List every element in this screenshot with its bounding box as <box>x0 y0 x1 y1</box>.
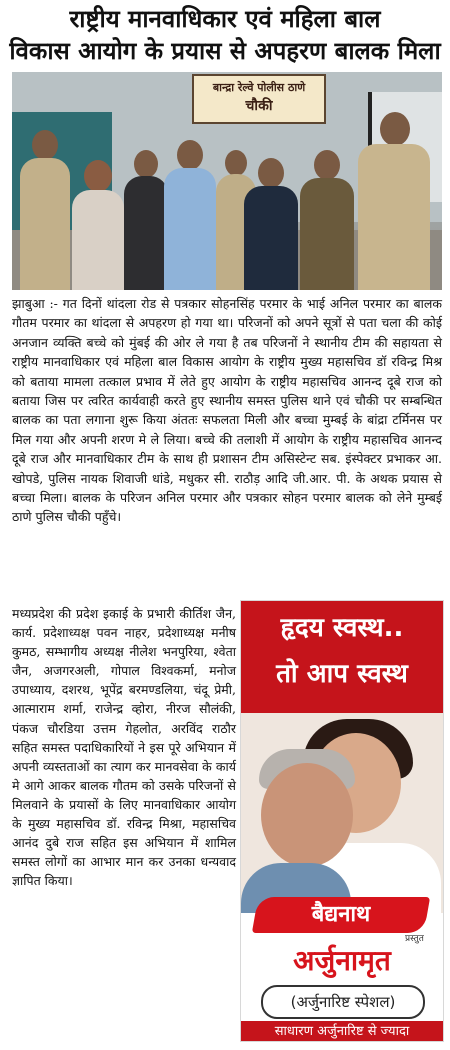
person-man-3 <box>164 140 216 290</box>
headline <box>0 0 450 72</box>
advertisement <box>240 600 444 1042</box>
ad-tagline-2: तो आप स्वस्थ <box>276 659 408 689</box>
sign-line-2: चौकी <box>245 98 273 114</box>
product-subtitle: (अर्जुनारिष्ट स्पेशल) <box>261 985 425 1019</box>
article-paragraph-1: झाबुआ :- गत दिनों थांदला रोड से पत्रकार सोहनसिंह परमार के भाई अनिल परमार का बालक गौतम परमार का थांदला से अपहरण हो गया था। परिजनों को अपने सूत्रों से पता चला की कोई अनजान व्यक्ति बच्चे को मुंबई की ओर ले गया है तब परिजनों ने स्थानीय टीम की सहायता से राष्ट्रीय मानवाधिकार एवं महिला बाल विकास आयोग के राष्ट्रीय मुख्य महासचिव डॉ रविन्द्र मिश्र को बताया मामला तत्काल प्रभाव में लेते हुए आयोग के राष्ट्रीय महासचिव आनन्द दूबे राज को बताया जिस पर त्वरित कार्यवाही करते हुए स्थानीय समस्त पुलिस थाने एवं चौकी पर सम्बन्धित बालक का पता लगाना शुरू किया अंततः सफलता मिली और बच्चा मुम्बई के बांद्रा टर्मिनस पर मिल गया और अपनी शरण मे ले लिया। बच्चे की तलाशी में आयोग के राष्ट्रीय महासचिव आनन्द दूबे राज और मानवाधिकार टीम के साथ ही प्रशासन टीम असिस्टेन्ट सब. इंस्पेक्टर प्रभाकर आ. खोपडे, पुलिस नायक शिवाजी धांडे, मधुकर सी. राठौड़ आदि जी.आर. पी. के अथक प्रयास से बच्चा मिला। बालक के परिजन अनिल परमार और पत्रकार सोहन परमार बालक को लेने मुम्बई ठाणे पुलिस चौकी पहुँचे। <box>12 296 442 525</box>
ad-tagline-1: हृदय स्वस्थ.. <box>280 613 404 643</box>
news-photo <box>12 72 442 290</box>
product-name: अर्जुनामृत <box>293 944 391 977</box>
person-officer-3 <box>358 112 430 290</box>
article-column-left <box>12 604 236 890</box>
person-man-5 <box>300 150 354 290</box>
ad-header <box>241 601 443 713</box>
person-man-4 <box>244 158 298 290</box>
ad-bottom-strip: साधारण अर्जुनारिष्ट से ज्यादा <box>241 1021 443 1042</box>
headline-line-1: राष्ट्रीय मानवाधिकार एवं महिला बाल <box>69 5 381 33</box>
headline-line-2: विकास आयोग के प्रयास से अपहरण बालक मिला <box>9 37 441 65</box>
article-body <box>12 294 442 527</box>
brand-name: बैद्यनाथ <box>311 902 371 927</box>
police-post-sign <box>192 74 326 124</box>
presents-label: प्रस्तुत <box>405 934 424 944</box>
sign-line-1: बान्द्रा रेल्वे पोलीस ठाणे <box>212 81 306 94</box>
person-officer-1 <box>20 130 70 290</box>
ad-couple-photo <box>241 713 443 913</box>
person-man-2 <box>124 150 168 290</box>
article-paragraph-2: मध्यप्रदेश की प्रदेश इकाई के प्रभारी कीर्तिश जैन, कार्य. प्रदेशाध्यक्ष पवन नाहर, प्रदेशाध्यक्ष मनीष कुमठ, सम्भागीय अध्यक्ष नीलेश भनपुरिया, श्वेता जैन, अजगरअली, गोपाल विश्वकर्मा, मनोज उपाध्याय, दशरथ, भूपेंद्र बरमण्डलिया, चंदू प्रेमी, आत्माराम शर्मा, राजेन्द्र व्होरा, नीरज सौलंकी, पंकज चौरडिया उत्तम गेहलोत, अरविंद राठौर सहित समस्त पदाधिकारियों ने इस पूरे अभियान में अपनी व्यस्तताओं का त्याग कर मानवसेवा के कार्य मे आगे आकर बालक गौतम को उसके परिजनों से मिलवाने के प्रयासों के लिए मानवाधिकार आयोग के मुख्य महासचिव डॉ. रविन्द्र मिश्रा, महासचिव आनंद दुबे राज सहित इस अभियान में शामिल समस्त लोगों का आभार मान कर उनका धन्यवाद ज्ञापित किया। <box>12 606 236 889</box>
brand-logo <box>252 897 430 933</box>
person-woman <box>72 160 124 290</box>
